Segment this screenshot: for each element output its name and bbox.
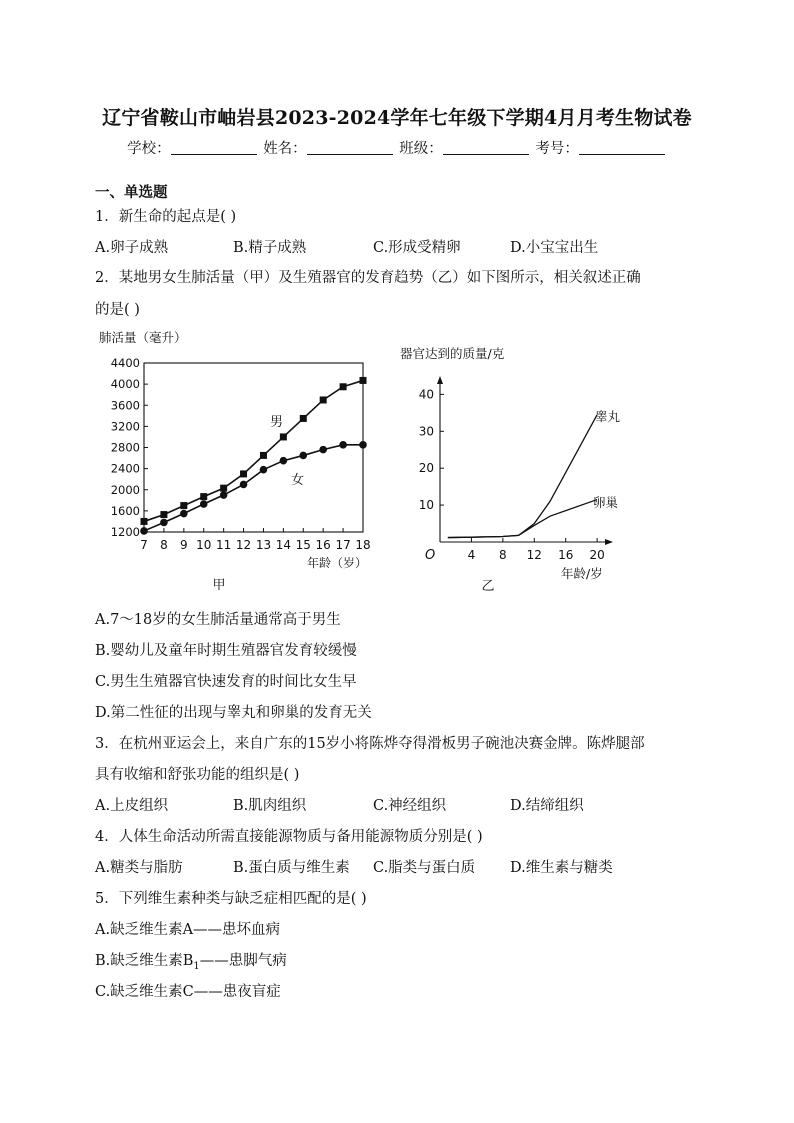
q4-option-b[interactable]: B.蛋白质与维生素: [233, 860, 350, 876]
data-point-male: [220, 485, 227, 492]
x-axis-label: 年龄/岁: [561, 566, 603, 581]
q1-option-a[interactable]: A.卵子成熟: [95, 240, 169, 256]
data-point-male: [360, 377, 367, 384]
series-label-male: 男: [270, 415, 284, 430]
data-point-male: [340, 383, 347, 390]
data-point-female: [359, 441, 367, 449]
name-label: 姓名：: [263, 141, 307, 157]
q5-option-a[interactable]: A.缺乏维生素A——患坏血病: [95, 922, 281, 938]
data-point-female: [140, 527, 148, 535]
page-title: 辽宁省鞍山市岫岩县2023-2024学年七年级下学期4月月考生物试卷: [102, 107, 692, 129]
q4-stem: 4．人体生命活动所需直接能源物质与备用能源物质分别是( ): [95, 829, 483, 845]
series-label-ovary: 卵巢: [593, 495, 619, 510]
chart-title: 乙: [481, 579, 495, 594]
q5-option-b[interactable]: [95, 949, 287, 972]
data-point-male: [260, 452, 267, 459]
q3-stem-line1: 3．在杭州亚运会上，来自广东的15岁小将陈烨夺得滑板男子碗池决赛金牌。陈烨腿部: [95, 736, 645, 752]
y-tick-label: 2000: [110, 482, 140, 497]
x-axis-arrow: [605, 539, 613, 545]
x-tick-label: 17: [335, 538, 351, 552]
data-point-female: [180, 510, 188, 518]
y-tick-label: 1600: [110, 503, 140, 518]
origin-label: O: [425, 548, 436, 563]
q4-option-c[interactable]: C.脂类与蛋白质: [373, 860, 476, 876]
y-tick-label: 3600: [110, 398, 140, 413]
x-tick-label: 10: [196, 538, 212, 552]
x-tick-label: 8: [499, 548, 507, 562]
x-tick-label: 4: [467, 548, 476, 562]
data-point-male: [280, 433, 287, 440]
class-label: 班级：: [399, 141, 443, 157]
data-point-female: [160, 519, 168, 527]
x-tick-label: 16: [315, 538, 331, 552]
data-point-female: [220, 491, 228, 499]
x-axis-label: 年龄（岁）: [307, 556, 368, 570]
reproductive-organ-chart: [395, 340, 635, 595]
number-label: 考号：: [535, 141, 579, 157]
q3-option-d[interactable]: D.结缔组织: [510, 798, 584, 814]
q2-option-b[interactable]: B.婴幼儿及童年时期生殖器官发育较缓慢: [95, 643, 357, 659]
data-point-female: [339, 441, 347, 449]
y-tick-label: 30: [418, 424, 434, 439]
y-tick-label: 4400: [110, 356, 140, 370]
x-tick-label: 11: [215, 538, 232, 552]
x-tick-label: 12: [526, 548, 542, 562]
x-tick-label: 15: [295, 538, 311, 552]
section-heading: 一、单选题: [95, 184, 168, 201]
q1-option-d[interactable]: D.小宝宝出生: [510, 240, 599, 256]
x-tick-label: 18: [355, 538, 371, 552]
q1-stem: 1．新生命的起点是( ): [95, 209, 237, 225]
student-info: [0, 137, 794, 158]
lung-capacity-chart: [95, 325, 385, 595]
series-line-男: [144, 380, 363, 521]
school-field[interactable]: [171, 139, 257, 155]
q2-stem-line2: 的是( ): [95, 302, 140, 318]
q4-option-d[interactable]: D.维生素与糖类: [510, 860, 613, 876]
series-label-female: 女: [291, 473, 305, 488]
q1-option-b[interactable]: B.精子成熟: [233, 240, 307, 256]
q2-option-d[interactable]: D.第二性征的出现与睾丸和卵巢的发育无关: [95, 705, 372, 721]
y-axis-arrow: [437, 376, 443, 384]
data-point-male: [141, 518, 148, 525]
data-point-female: [299, 452, 307, 460]
class-field[interactable]: [443, 139, 529, 155]
data-point-male: [200, 493, 207, 500]
y-tick-label: 40: [418, 387, 434, 402]
data-point-female: [240, 481, 248, 489]
y-tick-label: 4000: [110, 377, 140, 392]
q5-option-c[interactable]: C.缺乏维生素C——患夜盲症: [95, 984, 281, 1000]
y-tick-label: 3200: [110, 419, 140, 434]
q3-option-c[interactable]: C.神经组织: [373, 798, 447, 814]
data-point-male: [240, 470, 247, 477]
y-tick-label: 2400: [110, 461, 140, 476]
y-tick-label: 1200: [110, 525, 140, 539]
series-line-女: [144, 445, 363, 531]
q3-option-b[interactable]: B.肌肉组织: [233, 798, 307, 814]
series-label-testis: 睾丸: [595, 409, 621, 424]
x-tick-label: 9: [179, 538, 188, 552]
q5-option-b-pre: B.缺乏维生素B: [95, 953, 194, 969]
q2-stem-line1: 2．某地男女生肺活量（甲）及生殖器官的发育趋势（乙）如下图所示，相关叙述正确: [95, 270, 641, 286]
q5-option-b-post: ——患脚气病: [199, 953, 287, 969]
q3-stem-line2: 具有收缩和舒张功能的组织是( ): [95, 767, 300, 783]
data-point-male: [320, 396, 327, 403]
number-field[interactable]: [579, 139, 665, 155]
series-line-睾丸: [448, 415, 597, 538]
data-point-male: [160, 511, 167, 518]
x-tick-label: 13: [255, 538, 272, 552]
data-point-female: [280, 457, 288, 465]
data-point-female: [319, 446, 327, 454]
x-tick-label: 16: [558, 548, 574, 562]
y-axis-label: 肺活量（毫升）: [99, 330, 187, 345]
data-point-female: [260, 466, 268, 474]
data-point-male: [300, 415, 307, 422]
x-tick-label: 14: [275, 538, 292, 552]
q5-option-b-sub: 1: [193, 960, 200, 972]
y-tick-label: 10: [418, 498, 434, 513]
data-point-male: [180, 502, 187, 509]
x-tick-label: 12: [235, 538, 252, 552]
q2-option-a[interactable]: A.7～18岁的女生肺活量通常高于男生: [95, 612, 341, 628]
q1-option-c[interactable]: C.形成受精卵: [373, 240, 461, 256]
data-point-female: [200, 500, 208, 508]
name-field[interactable]: [307, 139, 393, 155]
y-tick-label: 20: [418, 461, 434, 476]
x-tick-label: 20: [589, 548, 605, 562]
q3-option-a[interactable]: A.上皮组织: [95, 798, 169, 814]
school-label: 学校：: [127, 141, 171, 157]
y-axis-label: 器官达到的质量/克: [400, 346, 505, 361]
chart-title: 甲: [212, 578, 226, 593]
q2-option-c[interactable]: C.男生生殖器官快速发育的时间比女生早: [95, 674, 357, 690]
x-tick-label: 7: [140, 538, 148, 552]
q5-stem: 5．下列维生素种类与缺乏症相匹配的是( ): [95, 891, 367, 907]
y-tick-label: 2800: [110, 440, 140, 455]
x-tick-label: 8: [160, 538, 168, 552]
q4-option-a[interactable]: A.糖类与脂肪: [95, 860, 183, 876]
